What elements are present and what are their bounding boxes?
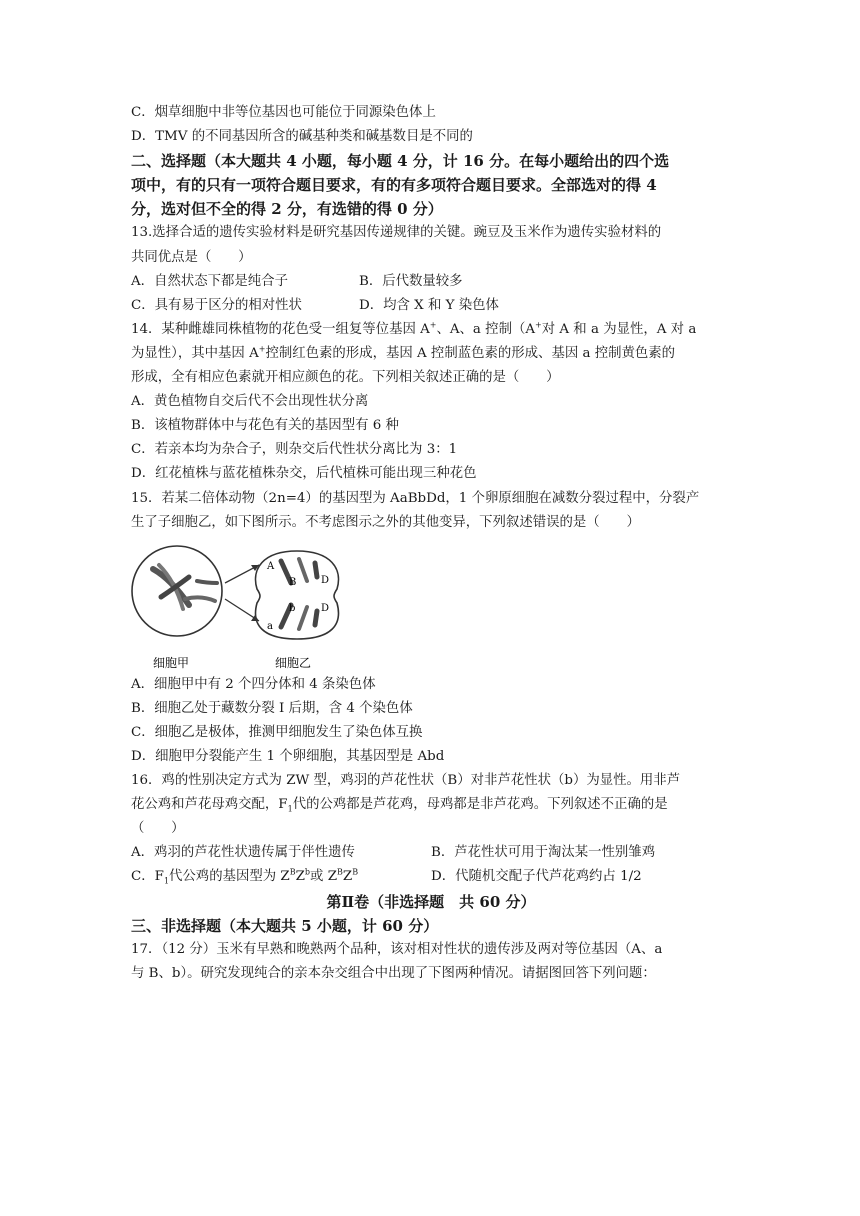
gene-label-a: a bbox=[267, 620, 273, 632]
q16-option-b: B．芦花性状可用于淘汰某一性别雏鸡 bbox=[431, 845, 656, 861]
q14-stem-line1: 14．某种雌雄同株植物的花色受一组复等位基因 A+、A、a 控制（A+对 A 和 a 为显性，A 对 a bbox=[131, 320, 697, 337]
q13-options-row1 bbox=[131, 270, 731, 294]
q17-stem-line1: 17．（12 分）玉米有早熟和晚熟两个品种，该对相对性状的遗传涉及两对等位基因（A、a bbox=[131, 941, 663, 957]
gene-label-A: A bbox=[267, 560, 275, 572]
gene-label-D-upper: D bbox=[321, 574, 330, 586]
page-content bbox=[131, 101, 731, 986]
q15-stem-line1: 15．若某二倍体动物（2n=4）的基因型为 AaBbDd，1 个卵原细胞在减数分裂过程中，分裂产 bbox=[131, 490, 700, 506]
section3-heading: 三、非选择题（本大题共 5 小题，计 60 分） bbox=[131, 916, 439, 935]
cell-jia-chromosomes bbox=[153, 565, 217, 609]
q14-option-b: B．该植物群体中与花色有关的基因型有 6 种 bbox=[131, 418, 399, 434]
q14-option-c: C．若亲本均为杂合子，则杂交后代性状分离比为 3：1 bbox=[131, 442, 458, 458]
q13-stem-line2: 共同优点是（ ） bbox=[131, 249, 252, 265]
q16-options-row1 bbox=[131, 841, 731, 865]
q16-stem-line3: （ ） bbox=[131, 821, 185, 837]
q14-stem-line3: 形成，全有相应色素就开相应颜色的花。下列相关叙述正确的是（ ） bbox=[131, 370, 560, 386]
section2-heading-line3: 分，选对但不全的得 2 分，有选错的得 0 分） bbox=[131, 200, 443, 219]
cell-yi-chromosomes bbox=[281, 559, 317, 629]
q15-option-b: B．细胞乙处于藏数分裂 I 后期，含 4 个染色体 bbox=[131, 700, 413, 716]
q15-option-d: D．细胞甲分裂能产生 1 个卵细胞，其基因型是 Abd bbox=[131, 748, 445, 764]
label-cell-jia: 细胞甲 bbox=[153, 655, 190, 670]
q16-stem-line1: 16．鸡的性别决定方式为 ZW 型，鸡羽的芦花性状（B）对非芦花性状（b）为显性。用非芦 bbox=[131, 773, 681, 789]
q13-option-d: D．均含 X 和 Y 染色体 bbox=[359, 297, 499, 313]
q14-option-d: D．红花植株与蓝花植株杂交，后代植株可能出现三种花色 bbox=[131, 466, 477, 482]
q15-stem-line2: 生了子细胞乙，如下图所示。不考虑图示之外的其他变异，下列叙述错误的是（ ） bbox=[131, 514, 640, 530]
q13-option-a: A．自然状态下都是纯合子 bbox=[131, 273, 288, 289]
section2-heading-line2: 项中，有的只有一项符合题目要求，有的有多项符合题目要求。全部选对的得 4 bbox=[131, 176, 657, 195]
q16-stem-line2: 花公鸡和芦花母鸡交配，$F_1$代的公鸡都是芦花鸡，母鸡都是非芦花鸡。下列叙述不正确的是 bbox=[131, 797, 668, 814]
q16-option-c: C．$F_1$代公鸡的基因型为 $Z^BZ^b$或 $Z^BZ^B$ bbox=[131, 867, 359, 887]
q14-option-a: A．黄色植物自交后代不会出现性状分离 bbox=[131, 394, 369, 410]
q14-stem-line2: 为显性），其中基因 A+控制红色素的形成，基因 A 控制蓝色素的形成、基因 a 控制黄色素的 bbox=[131, 344, 676, 361]
q13-options-row2 bbox=[131, 294, 731, 318]
cell-diagram bbox=[131, 539, 351, 671]
q16-option-d: D．代随机交配子代芦花鸡约占 1/2 bbox=[431, 869, 642, 885]
label-cell-yi: 细胞乙 bbox=[275, 655, 312, 670]
gene-label-B: B bbox=[289, 576, 297, 588]
q15-option-c: C．细胞乙是极体，推测甲细胞发生了染色体互换 bbox=[131, 724, 423, 740]
q13-stem-line1: 13.选择合适的遗传实验材料是研究基因传递规律的关键。豌豆及玉米作为遗传实验材料的 bbox=[131, 225, 662, 241]
part2-title: 第Ⅱ卷（非选择题 共 60 分） bbox=[326, 892, 536, 911]
q13-option-c: C．具有易于区分的相对性状 bbox=[131, 297, 302, 313]
gene-label-b: b bbox=[289, 602, 296, 614]
q16-options-row2 bbox=[131, 865, 731, 889]
gene-label-D-lower: D bbox=[321, 602, 330, 614]
q16-option-a: A．鸡羽的芦花性状遗传属于伴性遗传 bbox=[131, 845, 355, 861]
q17-stem-line2: 与 B、b）。研究发现纯合的亲本杂交组合中出现了下图两种情况。请据图回答下列问题： bbox=[131, 965, 656, 981]
cell-division-figure bbox=[131, 535, 731, 673]
q15-option-a: A．细胞甲中有 2 个四分体和 4 条染色体 bbox=[131, 676, 376, 692]
q13-option-b: B．后代数量较多 bbox=[359, 273, 463, 289]
q12-option-c: C．烟草细胞中非等位基因也可能位于同源染色体上 bbox=[131, 105, 436, 120]
q12-option-d: D．TMV 的不同基因所含的碱基种类和碱基数目是不同的 bbox=[131, 129, 473, 145]
section2-heading-line1: 二、选择题（本大题共 4 小题，每小题 4 分，计 16 分。在每小题给出的四个选 bbox=[131, 152, 670, 171]
